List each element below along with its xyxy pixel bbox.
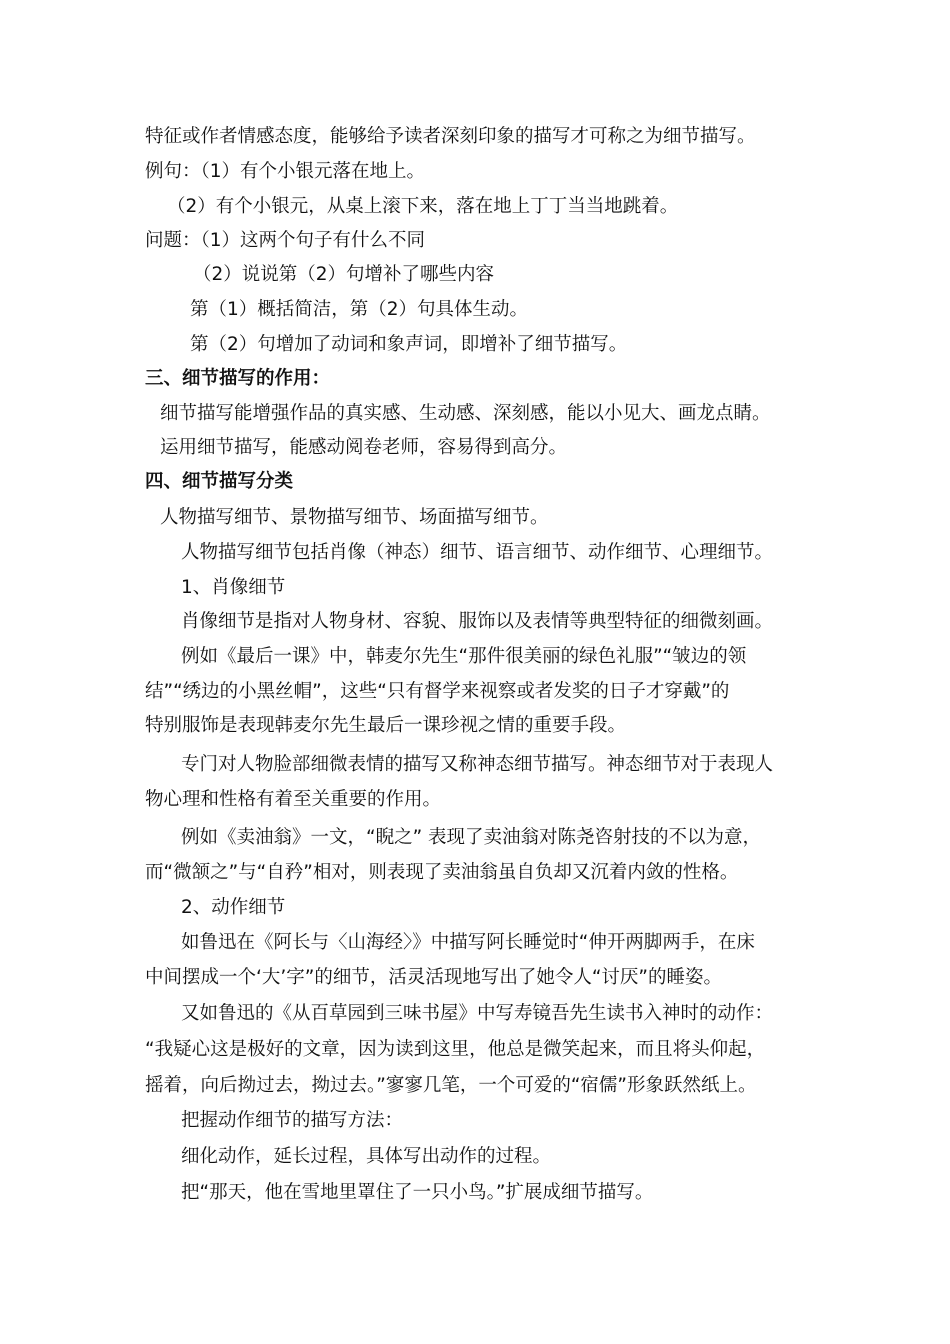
paragraph-line: 人物描写细节包括肖像（神态）细节、语言细节、动作细节、心理细节。 (181, 542, 774, 563)
section-heading-4: 四、细节描写分类 (145, 471, 294, 492)
paragraph-line: 人物描写细节、景物描写细节、场面描写细节。 (160, 507, 549, 528)
answer-1: 第（1）概括简洁，第（2）句具体生动。 (190, 299, 529, 320)
paragraph-line: 运用细节描写，能感动阅卷老师，容易得到高分。 (160, 437, 568, 458)
paragraph-line: 结”“绣边的小黑丝帽”，这些“只有督学来视察或者发奖的日子才穿戴”的 (145, 681, 730, 702)
paragraph-line: 专门对人物脸部细微表情的描写又称神态细节描写。神态细节对于表现人 (181, 754, 774, 775)
example-sentence-2: （2）有个小银元，从桌上滚下来，落在地上丁丁当当地跳着。 (167, 196, 679, 217)
paragraph-line: 细化动作，延长过程，具体写出动作的过程。 (181, 1146, 552, 1167)
paragraph-line: 把握动作细节的描写方法： (181, 1110, 404, 1131)
subheading-portrait: 1、肖像细节 (181, 577, 286, 598)
answer-2: 第（2）句增加了动词和象声词，即增补了细节描写。 (190, 334, 628, 355)
paragraph-line: 物心理和性格有着至关重要的作用。 (145, 789, 442, 810)
question-2: （2）说说第（2）句增补了哪些内容 (193, 264, 495, 285)
question-1: 问题：（1）这两个句子有什么不同 (145, 230, 426, 251)
example-sentence-1: 例句：（1）有个小银元落在地上。 (145, 161, 426, 182)
paragraph-line: 把“那天，他在雪地里罩住了一只小鸟。”扩展成细节描写。 (181, 1182, 654, 1203)
paragraph-line: 例如《卖油翁》一文，“睨之” 表现了卖油翁对陈尧咨射技的不以为意， (181, 827, 762, 848)
paragraph-line: 细节描写能增强作品的真实感、生动感、深刻感，能以小见大、画龙点睛。 (160, 403, 771, 424)
paragraph-line: 肖像细节是指对人物身材、容貌、服饰以及表情等典型特征的细微刻画。 (181, 611, 774, 632)
paragraph-line: 而“微颔之”与“自矜”相对，则表现了卖油翁虽自负却又沉着内敛的性格。 (145, 862, 739, 883)
paragraph-line: 例如《最后一课》中，韩麦尔先生“那件很美丽的绿色礼服”“皱边的领 (181, 646, 747, 667)
paragraph-line: 如鲁迅在《阿长与〈山海经〉》中描写阿长睡觉时“伸开两脚两手，在床 (181, 932, 755, 953)
section-heading-3: 三、细节描写的作用： (145, 368, 331, 389)
paragraph-line: 特征或作者情感态度，能够给予读者深刻印象的描写才可称之为细节描写。 (145, 126, 756, 147)
subheading-action: 2、动作细节 (181, 897, 286, 918)
paragraph-line: 中间摆成一个‘大’字”的细节，活灵活现地写出了她令人“讨厌”的睡姿。 (145, 967, 723, 988)
paragraph-line: 特别服饰是表现韩麦尔先生最后一课珍视之情的重要手段。 (145, 715, 627, 736)
paragraph-line: 又如鲁迅的《从百草园到三味书屋》中写寿镜吾先生读书入神时的动作： (181, 1003, 774, 1024)
paragraph-line: 摇着，向后拗过去，拗过去。”寥寥几笔，一个可爱的“宿儒”形象跃然纸上。 (145, 1075, 757, 1096)
paragraph-line: “我疑心这是极好的文章，因为读到这里，他总是微笑起来，而且将头仰起， (145, 1039, 766, 1060)
